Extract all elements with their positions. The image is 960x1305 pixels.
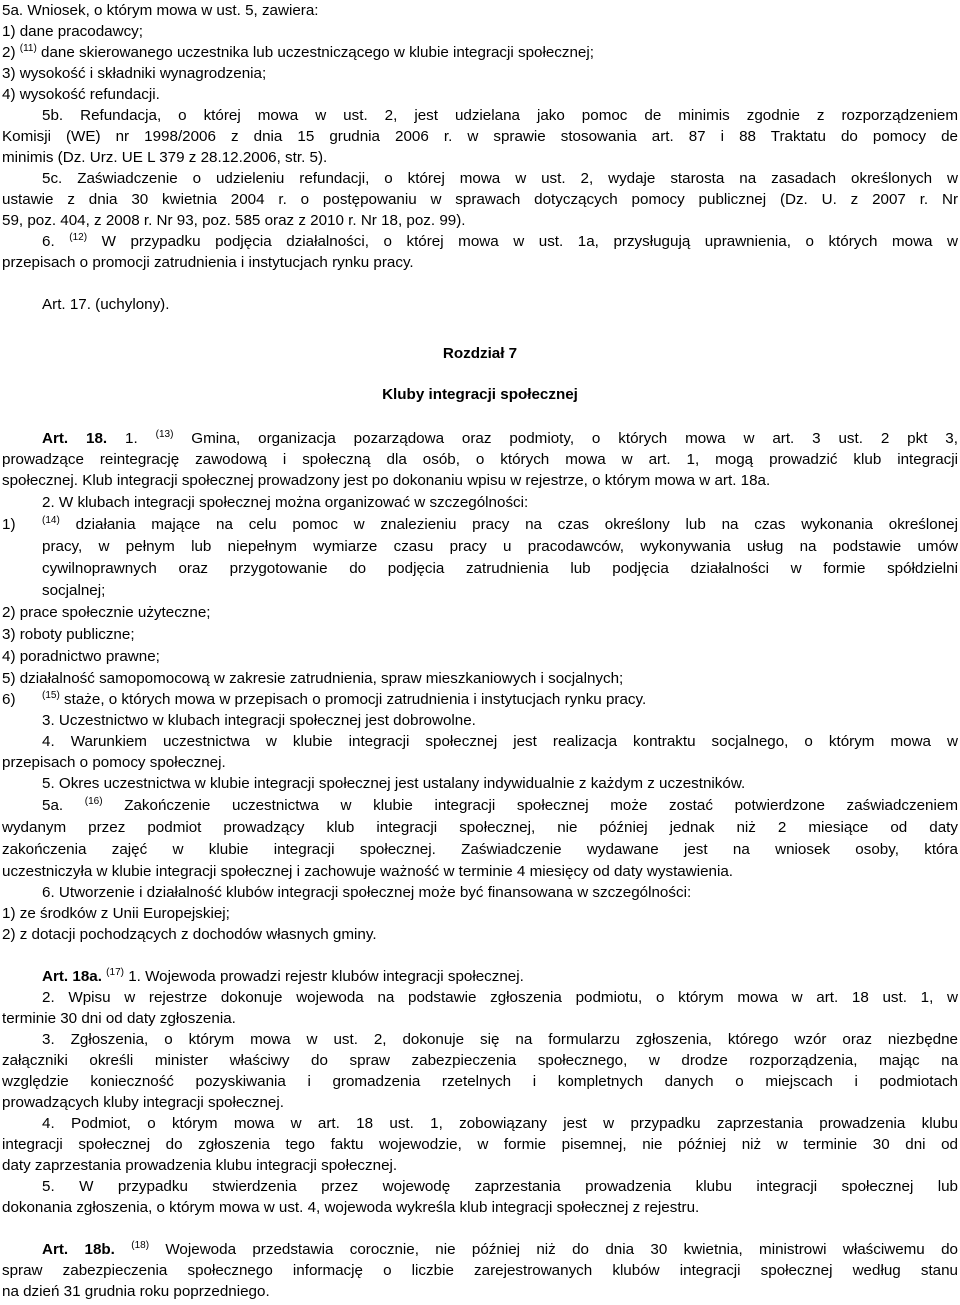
article-18-2-item-5: 5) działalność samopomocową w zakresie zatrudnienia, spraw mieszkaniowych i socjalnych;: [2, 670, 624, 687]
article-18-6-item-2: 2) z dotacji pochodzących z dochodów własnych gminy.: [2, 926, 377, 943]
article-18a-paragraph-2: 2. Wpisu w rejestrze dokonuje wojewoda na podstawie zgłoszenia podmiotu, o którym mowa w art. 18 ust. 1, w: [42, 989, 958, 1006]
paragraph-5c: 5c. Zaświadczenie o udzieleniu refundacji, o której mowa w ust. 2, wydaje starosta na zasadach określonych w: [42, 170, 958, 187]
paragraph-5a-intro: 5a. Wniosek, o którym mowa w ust. 5, zawiera:: [2, 2, 319, 19]
paragraph-5c-line: 59, poz. 404, z 2008 r. Nr 93, poz. 585 oraz z 2010 r. Nr 18, poz. 99).: [2, 212, 466, 229]
article-18-2-item-1-line: pracy, w pełnym lub niepełnym wymiarze czasu pracy u pracodawców, wykonywania usług na podstawie umów: [42, 538, 958, 555]
paragraph-5b-line: Komisji (WE) nr 1998/2006 z dnia 15 grudnia 2006 r. w sprawie stosowania art. 87 i 88 Traktatu do pomocy de: [2, 128, 958, 145]
article-18-heading: Art. 18.: [42, 430, 108, 447]
article-18-paragraph-6: 6. Utworzenie i działalność klubów integracji społecznej może być finansowana w szczególności:: [42, 884, 692, 901]
article-18-2-item-1: 1) $^{(14)}$ działania mające na celu pomoc w znalezieniu pracy na czas określony lub na czas wykonania określonej: [2, 515, 958, 533]
footnote-ref-12: (12): [69, 232, 88, 243]
article-18a-paragraph-2-line: terminie 30 dni od daty zgłoszenia.: [2, 1010, 236, 1027]
article-18b-heading: Art. 18b.: [42, 1241, 115, 1258]
footnote-ref-18: (18): [131, 1240, 150, 1251]
article-18a-paragraph-3-line: prowadzących kluby integracji społecznej.: [2, 1094, 284, 1111]
chapter-heading: Rozdział 7: [442, 345, 518, 362]
footnote-ref-13: (13): [155, 429, 174, 440]
article-18a-paragraph-5: 5. W przypadku stwierdzenia przez wojewodę zaprzestania prowadzenia klubu integracji społecznej lub: [42, 1178, 958, 1195]
article-18b-line: na dzień 31 grudnia roku poprzedniego.: [2, 1283, 270, 1300]
footnote-ref-11: (11): [19, 43, 37, 54]
article-18-paragraph-4: 4. Warunkiem uczestnictwa w klubie integracji społecznej jest realizacja kontraktu socjalnego, o którym mowa w: [42, 733, 958, 750]
article-18-2-item-3: 3) roboty publiczne;: [2, 626, 135, 643]
article-18-2-item-6: 6) $^{(15)}$ staże, o których mowa w przepisach o promocji zatrudnienia i instytucjach rynku pracy.: [2, 690, 647, 708]
article-18-paragraph-4-line: przepisach o pomocy społecznej.: [2, 754, 226, 771]
paragraph-5c-line: ustawie z dnia 30 kwietnia 2004 r. o postępowaniu w sprawach dotyczących pomocy publicznej (Dz. U. z 2007 r. Nr: [2, 191, 958, 208]
article-18-paragraph-5: 5. Okres uczestnictwa w klubie integracji społecznej jest ustalany indywidualnie z każdym z uczestników.: [42, 775, 746, 792]
article-18-paragraph-3: 3. Uczestnictwo w klubach integracji społecznej jest dobrowolne.: [42, 712, 476, 729]
article-18-line: prowadzące reintegrację zawodową i społeczną dla osób, o których mowa w art. 1, mogą prowadzić klub integracji: [2, 451, 958, 468]
article-18-paragraph-5a-line: uczestniczyła w klubie integracji społecznej i zachowuje ważność w terminie 4 miesięcy od daty wystawienia.: [2, 863, 734, 880]
chapter-title: Kluby integracji społecznej: [382, 386, 578, 403]
paragraph-5a-item-3: 3) wysokość i składniki wynagrodzenia;: [2, 65, 267, 82]
article-18a-paragraph-3-line: względzie konieczność pozyskiwania i gromadzenia rzetelnych i kompletnych danych o miejscach i podmiotach: [2, 1073, 958, 1090]
article-18-2-item-1-line: socjalnej;: [42, 582, 106, 599]
paragraph-5b: 5b. Refundacja, o której mowa w ust. 2, jest udzielana jako pomoc de minimis zgodnie z rozporządzeniem: [42, 107, 958, 124]
article-18a-paragraph-4-line: integracji społecznej do zgłoszenia tego faktu wojewodzie, w formie pisemnej, nie później niż w terminie 30 dni od: [2, 1136, 958, 1153]
footnote-ref-16: (16): [84, 796, 103, 807]
article-18a-paragraph-4-line: daty zaprzestania prowadzenia klubu integracji społecznej.: [2, 1157, 398, 1174]
footnote-ref-17: (17): [106, 967, 124, 978]
article-18-2-item-4: 4) poradnictwo prawne;: [2, 648, 160, 665]
article-18-paragraph-5a-line: wydanym przez podmiot prowadzący klub integracji społecznej, nie później jednak niż 2 miesiące od daty: [2, 819, 958, 836]
article-18b: Art. 18b. $^{(18)}$ Wojewoda przedstawia corocznie, nie później niż do dnia 30 kwietnia, ministrowi właściwemu do: [42, 1240, 958, 1258]
paragraph-5a-item-2: 2) $^{(11)}$ dane skierowanego uczestnika lub uczestniczącego w klubie integracji społecznej;: [2, 43, 594, 61]
article-18-line: społecznej. Klub integracji społecznej prowadzony jest po dokonaniu wpisu w rejestrze, o którym mowa w art. 18a.: [2, 472, 771, 489]
paragraph-5b-line: minimis (Dz. Urz. UE L 379 z 28.12.2006, str. 5).: [2, 149, 328, 166]
article-18a-paragraph-1: Art. 18a. $^{(17)}$ 1. Wojewoda prowadzi rejestr klubów integracji społecznej.: [42, 967, 524, 985]
article-17: Art. 17. (uchylony).: [42, 296, 170, 313]
article-18a-paragraph-5-line: dokonania zgłoszenia, o którym mowa w ust. 4, wojewoda wykreśla klub integracji społecznej z rejestru.: [2, 1199, 700, 1216]
article-18-paragraph-5a-line: zakończenia zajęć w klubie integracji społecznej. Zaświadczenie wydawane jest na wniosek osoby, która: [2, 841, 958, 858]
paragraph-5a-item-4: 4) wysokość refundacji.: [2, 86, 160, 103]
article-18-paragraph-5a: 5a. $^{(16)}$ Zakończenie uczestnictwa w klubie integracji społecznej może zostać potwierdzone zaświadczeniem: [42, 796, 958, 814]
article-18a-paragraph-4: 4. Podmiot, o którym mowa w art. 18 ust. 1, zobowiązany jest w przypadku zaprzestania prowadzenia klubu: [42, 1115, 958, 1132]
article-18-2-item-2: 2) prace społecznie użyteczne;: [2, 604, 211, 621]
footnote-ref-15: (15): [42, 690, 60, 701]
footnote-ref-14: (14): [42, 515, 60, 526]
article-18-paragraph-1: Art. 18. 1. $^{(13)}$ Gmina, organizacja pozarządowa oraz podmioty, o których mowa w art. 3 ust. 2 pkt 3,: [42, 429, 958, 447]
article-18-2-item-1-line: cywilnoprawnych oraz przygotowanie do podjęcia zatrudnienia lub podjęcia działalności w formie spółdzielni: [42, 560, 958, 577]
article-18-6-item-1: 1) ze środków z Unii Europejskiej;: [2, 905, 230, 922]
paragraph-6: 6. $^{(12)}$ W przypadku podjęcia działalności, o której mowa w ust. 1a, przysługują uprawnienia, o których mowa w: [42, 232, 958, 250]
article-18-paragraph-2: 2. W klubach integracji społecznej można organizować w szczególności:: [42, 494, 529, 511]
article-18a-heading: Art. 18a.: [42, 968, 102, 985]
paragraph-6-line: przepisach o promocji zatrudnienia i instytucjach rynku pracy.: [2, 254, 414, 271]
article-18b-line: spraw zabezpieczenia społecznego informację o liczbie zarejestrowanych klubów integracji społecznej według stanu: [2, 1262, 958, 1279]
article-18a-paragraph-3: 3. Zgłoszenia, o którym mowa w ust. 2, dokonuje się na formularzu zgłoszenia, którego wzór oraz niezbędne: [42, 1031, 958, 1048]
paragraph-5a-item-1: 1) dane pracodawcy;: [2, 23, 143, 40]
article-18a-paragraph-3-line: załączniki określi minister właściwy do spraw zabezpieczenia społecznego, w drodze rozporządzenia, mając na: [2, 1052, 958, 1069]
